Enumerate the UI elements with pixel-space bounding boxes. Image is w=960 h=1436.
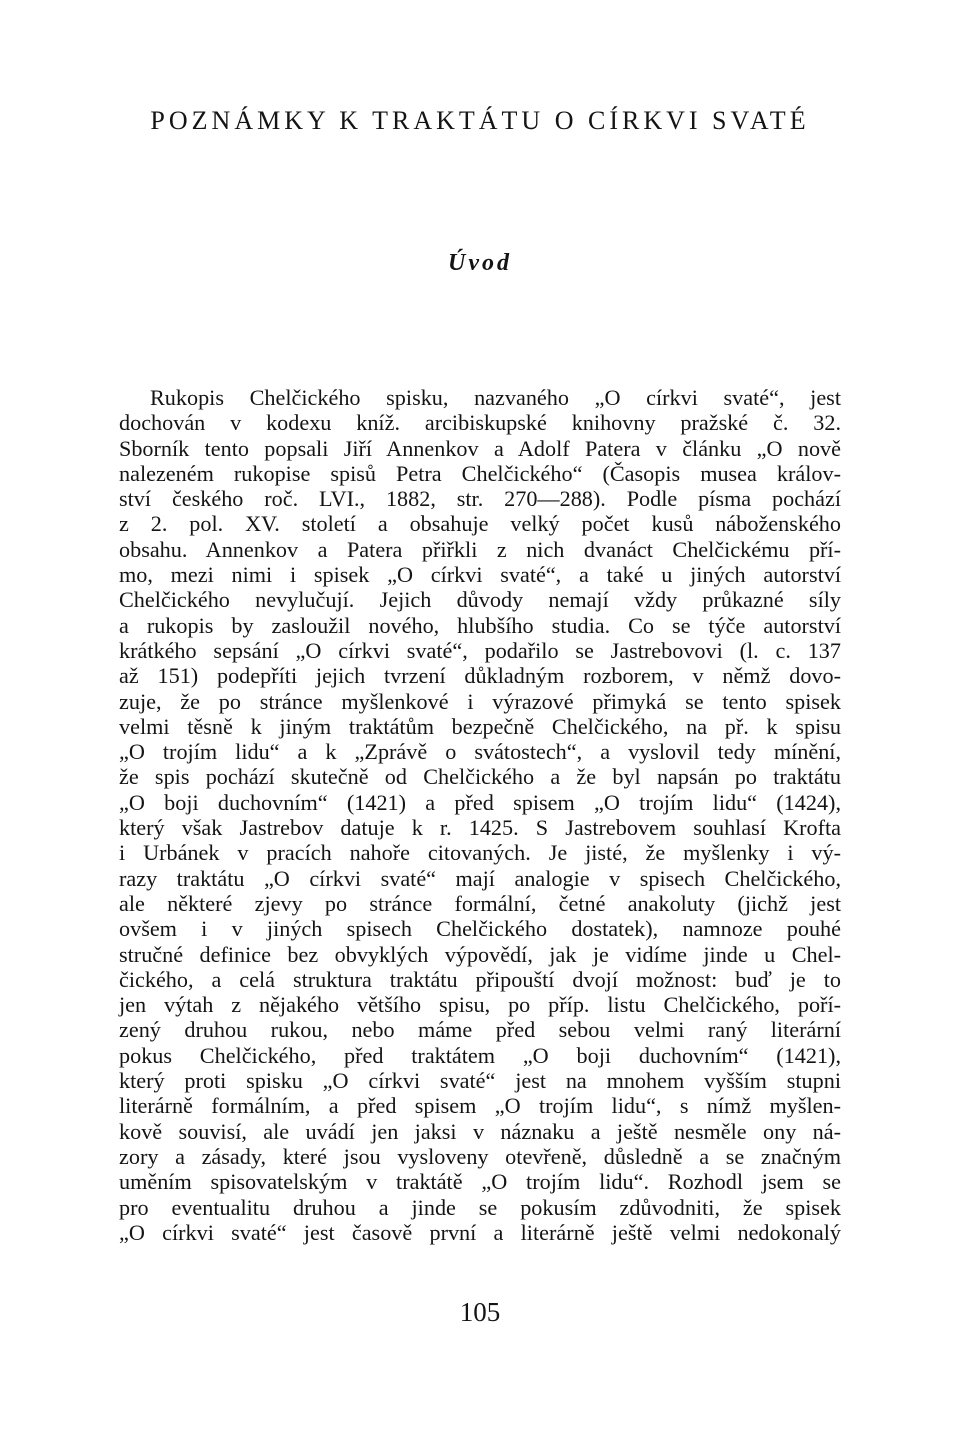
text-line: „O boji duchovním“ (1421) a před spisem „O trojím lidu“ (1424), — [119, 789, 841, 815]
text-line: ství českého roč. LVI., 1882, str. 270—288). Podle písma pochází — [119, 486, 841, 512]
text-line: z 2. pol. XV. století a obsahuje velký počet kusů náboženského — [119, 511, 841, 537]
text-line: a rukopis by zasloužil nového, hlubšího studia. Co se týče autorství — [119, 612, 841, 638]
text-line: pokus Chelčického, před traktátem „O boji duchovním“ (1421), — [119, 1042, 841, 1068]
text-line: i Urbánek v pracích nahoře citovaných. Je jisté, že myšlenky i vý- — [119, 840, 841, 866]
running-title: POZNÁMKY K TRAKTÁTU O CÍRKVI SVATÉ — [150, 106, 810, 135]
body-paragraph — [119, 385, 841, 1245]
text-line: až 151) podepříti jejich tvrzení důkladným rozborem, v němž dovo- — [119, 663, 841, 689]
text-line: „O trojím lidu“ a k „Zprávě o svátostech“, a vyslovil tedy mínění, — [119, 739, 841, 765]
text-line: zuje, že po stránce myšlenkové i výrazové přimyká se tento spisek — [119, 688, 841, 714]
text-line: pro eventualitu druhou a jinde se pokusím zdůvodniti, že spisek — [119, 1194, 841, 1220]
section-heading: Úvod — [448, 250, 512, 276]
text-line: velmi těsně k jiným traktátům bezpečně Chelčického, na př. k spisu — [119, 713, 841, 739]
text-line: který však Jastrebov datuje k r. 1425. S Jastrebovem souhlasí Krofta — [119, 815, 841, 841]
text-line: Rukopis Chelčického spisku, nazvaného „O církvi svaté“, jest — [150, 385, 841, 410]
text-line: uměním spisovatelským v traktátě „O trojím lidu“. Rozhodl jsem se — [119, 1169, 841, 1195]
text-line: nalezeném rukopise spisů Petra Chelčického“ (Časopis musea králov- — [119, 460, 841, 486]
text-line: jen výtah z nějakého většího spisu, po příp. listu Chelčického, poří- — [119, 992, 841, 1018]
text-line: razy traktátu „O církvi svaté“ mají analogie v spisech Chelčického, — [119, 865, 841, 891]
text-line: mo, mezi nimi i spisek „O církvi svaté“, a také u jiných autorství — [119, 562, 841, 588]
text-line: zory a zásady, které jsou vysloveny otevřeně, důsledně a se značným — [119, 1143, 841, 1169]
text-line: literárně formálním, a před spisem „O trojím lidu“, s nímž myšlen- — [119, 1093, 841, 1119]
text-line: kově souvisí, ale uvádí jen jaksi v náznaku a ještě nesměle ony ná- — [119, 1118, 841, 1144]
text-line: Sborník tento popsali Jiří Annenkov a Adolf Patera v článku „O nově — [119, 435, 841, 461]
text-line: čického, a celá struktura traktátu připouští dvojí možnost: buď je to — [119, 966, 841, 992]
text-line: že spis pochází skutečně od Chelčického a že byl napsán po traktátu — [119, 764, 841, 790]
text-line: krátkého sepsání „O církvi svaté“, podařilo se Jastrebovovi (l. c. 137 — [119, 637, 841, 663]
text-line: obsahu. Annenkov a Patera přiřkli z nich dvanáct Chelčickému pří- — [119, 536, 841, 562]
page-number: 105 — [459, 1297, 501, 1327]
text-line: dochován v kodexu kníž. arcibiskupské knihovny pražské č. 32. — [119, 410, 841, 436]
text-line: stručné definice bez obvyklých výpovědí, jak je vidíme jinde u Chel- — [119, 941, 841, 967]
text-line: ale některé zjevy po stránce formální, četné anakoluty (jichž jest — [119, 890, 841, 916]
text-line: „O církvi svaté“ jest časově první a literárně ještě velmi nedokonalý — [119, 1219, 841, 1245]
text-line: zený druhou rukou, nebo máme před sebou velmi raný literární — [119, 1017, 841, 1043]
text-line: který proti spisku „O církvi svaté“ jest na mnohem vyšším stupni — [119, 1068, 841, 1094]
text-line: Chelčického nevylučují. Jejich důvody nemají vždy průkazné síly — [119, 587, 841, 613]
text-line: ovšem i v jiných spisech Chelčického dostatek), namnoze pouhé — [119, 916, 841, 942]
